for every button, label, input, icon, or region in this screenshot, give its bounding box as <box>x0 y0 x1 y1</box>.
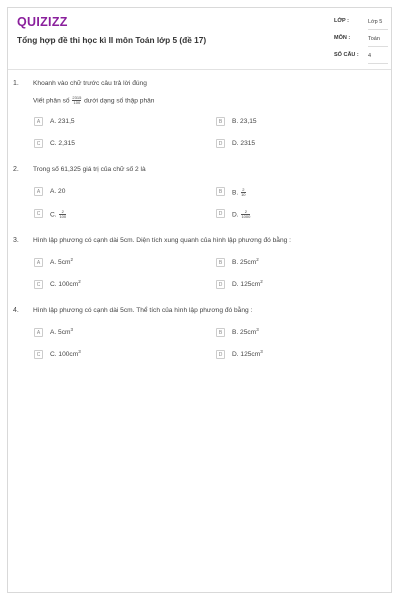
meta-value: Lớp 5 <box>368 17 388 30</box>
meta-row-grade <box>334 17 388 31</box>
question-text: Trong số 61,325 giá trị của chữ số 2 là <box>33 166 146 173</box>
exponent: 2 <box>256 257 259 262</box>
meta-value: 4 <box>368 51 388 64</box>
exponent: 2 <box>260 279 263 284</box>
option-letter-box: D <box>216 209 225 218</box>
meta-row-question-count <box>334 51 388 65</box>
document-title: Tổng hợp đề thi học kì II môn Toán lớp 5 (đề 17) <box>17 35 207 45</box>
option-letter-box: A <box>34 258 43 267</box>
fraction-numerator: 2 <box>59 210 66 215</box>
option-value: D. 125cm <box>232 281 261 288</box>
option-value: D. 125cm <box>232 351 261 358</box>
option-letter-box: A <box>34 187 43 196</box>
exponent: 2 <box>70 257 74 262</box>
header-divider <box>8 69 391 70</box>
option-letter-box: C <box>34 350 43 359</box>
option-letter-box: B <box>216 328 225 337</box>
option-prefix: C. <box>50 211 57 219</box>
meta-label: SỐ CÂU : <box>334 52 359 58</box>
option-value: C. 100cm <box>50 351 79 358</box>
option-letter-box: B <box>216 117 225 126</box>
option-letter-box: C <box>34 280 43 289</box>
meta-row-subject <box>334 34 388 48</box>
option-letter-box: A <box>34 117 43 126</box>
option-letter-box: D <box>216 350 225 359</box>
option-text <box>232 259 259 266</box>
option-text <box>232 188 247 197</box>
option-letter-box: D <box>216 139 225 148</box>
meta-value: Toán <box>368 34 388 47</box>
exponent: 3 <box>256 327 259 332</box>
fraction-denominator: 100 <box>73 100 81 105</box>
exponent: 3 <box>260 349 263 354</box>
option-text <box>50 259 73 266</box>
fraction-denominator: 10 <box>241 192 246 197</box>
fraction <box>241 210 250 219</box>
question-number: 1. <box>13 80 19 87</box>
option-letter-box: A <box>34 328 43 337</box>
fraction-numerator: 2315 <box>72 95 82 100</box>
option-letter-box: C <box>34 139 43 148</box>
option-text <box>232 329 259 336</box>
fraction <box>72 96 81 105</box>
option-text: B. 23,15 <box>232 118 257 125</box>
exponent: 3 <box>70 327 74 332</box>
option-text: A. 20 <box>50 188 66 195</box>
fraction-numerator: 2 <box>242 187 245 192</box>
option-text: C. 2,315 <box>50 140 75 147</box>
option-text <box>50 210 67 219</box>
question-text: Hình lập phương có cạnh dài 5cm. Diện tích xung quanh của hình lập phương đó bằng : <box>33 237 291 244</box>
question-number: 3. <box>13 237 19 244</box>
option-text <box>232 351 263 358</box>
quizizz-logo: QUIZIZZ <box>17 15 68 29</box>
option-prefix: D. <box>232 211 239 219</box>
subtext-suffix: dưới dạng số thập phân <box>84 97 155 105</box>
option-text <box>232 210 251 219</box>
option-text <box>50 281 81 288</box>
meta-label: LỚP : <box>334 18 349 24</box>
worksheet-page <box>7 7 392 593</box>
fraction <box>59 210 66 219</box>
fraction-numerator: 2 <box>241 210 250 215</box>
option-text: A. 231,5 <box>50 118 75 125</box>
fraction <box>241 188 245 197</box>
question-text: Khoanh vào chữ trước câu trả lời đúng <box>33 80 147 87</box>
exponent: 3 <box>78 349 81 354</box>
option-value: B. 25cm <box>232 259 257 266</box>
option-text <box>232 281 263 288</box>
option-value: A. 5cm <box>50 259 71 266</box>
option-text: D. 2315 <box>232 140 256 147</box>
meta-label: MÔN : <box>334 35 351 41</box>
option-text <box>50 351 81 358</box>
question-number: 2. <box>13 166 19 173</box>
option-text <box>50 329 73 336</box>
option-letter-box: D <box>216 280 225 289</box>
option-letter-box: B <box>216 187 225 196</box>
option-value: B. 25cm <box>232 329 257 336</box>
option-value: A. 5cm <box>50 329 71 336</box>
option-letter-box: B <box>216 258 225 267</box>
meta-info <box>334 17 388 68</box>
subtext-prefix: Viết phân số <box>33 97 70 105</box>
option-prefix: B. <box>232 189 239 197</box>
fraction-denominator: 1000 <box>241 214 251 219</box>
option-letter-box: C <box>34 209 43 218</box>
exponent: 2 <box>78 279 81 284</box>
question-number: 4. <box>13 307 19 314</box>
question-text: Hình lập phương có cạnh dài 5cm. Thể tích của hình lập phương đó bằng : <box>33 307 253 314</box>
question-subtext <box>33 96 154 105</box>
fraction-denominator: 100 <box>59 214 67 219</box>
option-value: C. 100cm <box>50 281 79 288</box>
